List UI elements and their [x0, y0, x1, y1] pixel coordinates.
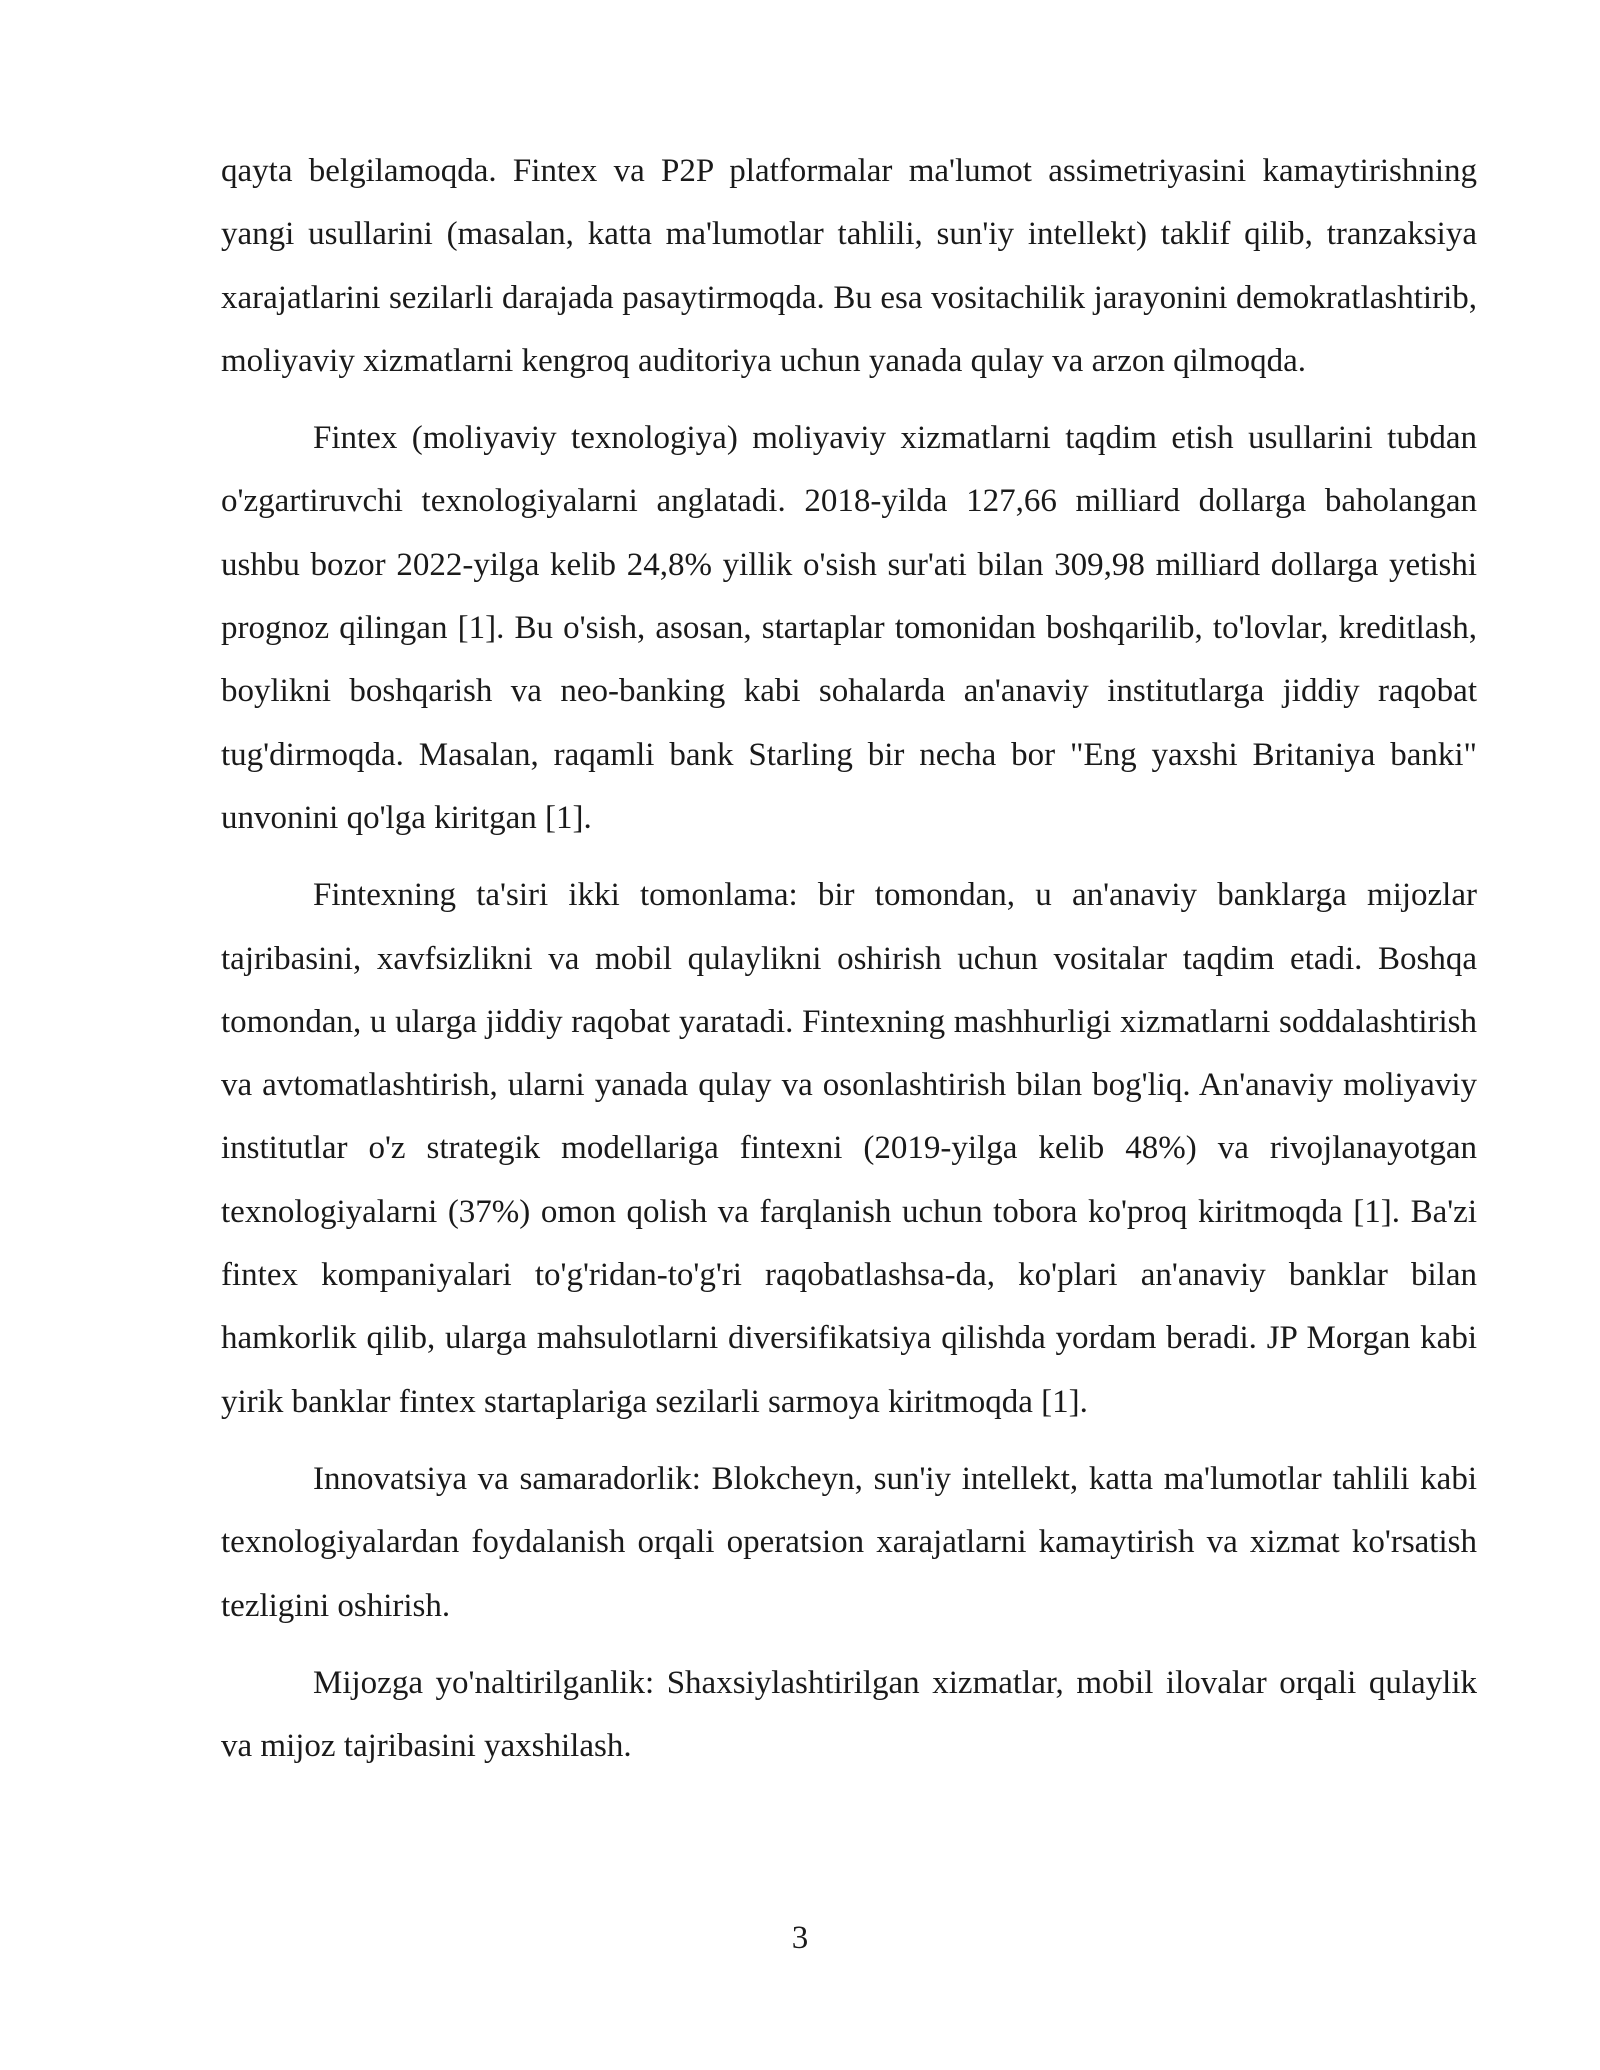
- paragraph-customer-focus: Mijozga yo'naltirilganlik: Shaxsiylashtirilgan xizmatlar, mobil ilovalar orqali qulaylik va mijoz tajribasini yaxshilash.: [221, 1664, 1477, 1765]
- paragraph-innovation: Innovatsiya va samaradorlik: Blokcheyn, sun'iy intellekt, katta ma'lumotlar tahlili kabi texnologiyalardan foydalanish orqali operatsion xarajatlarni kamaytirish va xizmat ko'rsatish tezligini oshirish.: [221, 1460, 1477, 1624]
- paragraph-continuation: qayta belgilamoqda. Fintex va P2P platformalar ma'lumot assimetriyasini kamaytirishning yangi usullarini (masalan, katta ma'lumotlar tahlili, sun'iy intellekt) taklif qilib, tranzaksiya xarajatlarini sezilarli darajada pasaytirmoqda. Bu esa vositachilik jarayonini demokratlashtirib, moliyaviy xizmatlarni kengroq auditoriya uchun yanada qulay va arzon qilmoqda.: [221, 153, 1477, 379]
- paragraph-fintex-definition: Fintex (moliyaviy texnologiya) moliyaviy xizmatlarni taqdim etish usullarini tubdan o'zgartiruvchi texnologiyalarni anglatadi. 2018-yilda 127,66 milliard dollarga baholangan ushbu bozor 2022-yilga kelib 24,8% yillik o'sish sur'ati bilan 309,98 milliard dollarga yetishi prognoz qilingan [1]. Bu o'sish, asosan, startaplar tomonidan boshqarilib, to'lovlar, kreditlash, boylikni boshqarish va neo-banking kabi sohalarda an'anaviy institutlarga jiddiy raqobat tug'dirmoqda. Masalan, raqamli bank Starling bir necha bor "Eng yaxshi Britaniya banki" unvonini qo'lga kiritgan [1].: [221, 420, 1477, 836]
- paragraph-fintex-impact: Fintexning ta'siri ikki tomonlama: bir tomondan, u an'anaviy banklarga mijozlar tajribasini, xavfsizlikni va mobil qulaylikni oshirish uchun vositalar taqdim etadi. Boshqa tomondan, u ularga jiddiy raqobat yaratadi. Fintexning mashhurligi xizmatlarni soddalashtirish va avtomatlashtirish, ularni yanada qulay va osonlashtirish bilan bog'liq. An'anaviy moliyaviy institutlar o'z strategik modellariga fintexni (2019-yilga kelib 48%) va rivojlanayotgan texnologiyalarni (37%) omon qolish va farqlanish uchun tobora ko'proq kiritmoqda [1]. Ba'zi fintex kompaniyalari to'g'ridan-to'g'ri raqobatlashsa-da, ko'plari an'anaviy banklar bilan hamkorlik qilib, ularga mahsulotlarni diversifikatsiya qilishda yordam beradi. JP Morgan kabi yirik banklar fintex startaplariga sezilarli sarmoya kiritmoqda [1].: [221, 877, 1477, 1420]
- body-text: [221, 140, 1477, 1778]
- page-number: 3: [791, 1920, 809, 1956]
